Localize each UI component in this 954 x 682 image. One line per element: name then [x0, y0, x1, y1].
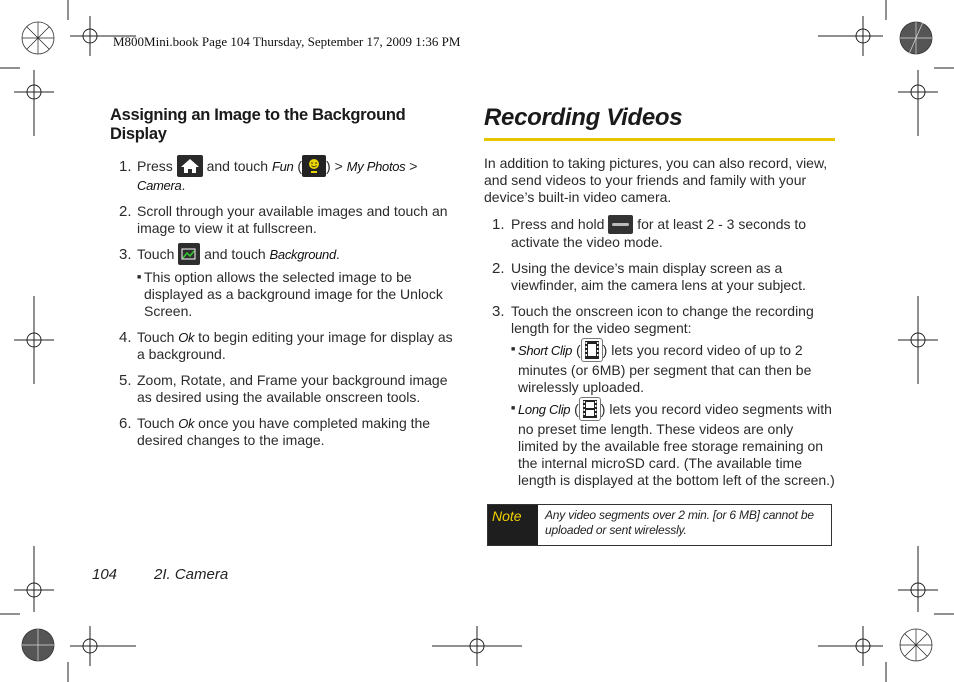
right-column: [484, 104, 836, 493]
step-2: [484, 260, 836, 294]
step-text: once you have completed making the desired changes to the image.: [137, 415, 431, 448]
step-text: Press: [137, 158, 173, 175]
intro-paragraph: In addition to taking pictures, you can also record, view, and send videos to your friends and family with your device’s built-in video camera.: [484, 155, 828, 205]
camera-key-icon: [608, 215, 633, 234]
paren-close: ): [602, 342, 608, 358]
note-label: Note: [488, 505, 538, 545]
background-image-icon: [178, 243, 200, 265]
step-4: [110, 329, 460, 363]
step-2: [110, 203, 460, 237]
step-number: 3.: [119, 246, 132, 263]
bullet-text: This option allows the selected image to be displayed as a background image for the Unlock Screen.: [144, 269, 443, 319]
step-text: Press and hold: [511, 216, 605, 232]
bullet-icon: ■: [511, 345, 516, 353]
step-text: to begin editing your image for display as a background.: [137, 329, 453, 362]
paren-open: (: [574, 401, 579, 417]
note-text: Any video segments over 2 min. [or 6 MB] cannot be uploaded or sent wirelessly.: [545, 508, 814, 537]
ok-label: Ok: [178, 416, 195, 431]
print-header: M800Mini.book Page 104 Thursday, September 17, 2009 1:36 PM: [113, 34, 461, 49]
step-text: Touch: [137, 415, 175, 431]
paren-open: (: [297, 158, 303, 175]
short-clip-icon: [581, 338, 603, 362]
long-clip-label: Long Clip: [518, 402, 571, 417]
step-5: [110, 372, 460, 406]
period: .: [335, 246, 340, 263]
step-3: [110, 246, 460, 320]
list-item: [511, 400, 836, 489]
step-number: 2.: [492, 259, 505, 277]
section-heading: Assigning an Image to the Background Display: [110, 106, 406, 143]
background-label: Background: [269, 247, 336, 263]
bullet-text: lets you record video of up to 2 minutes (or 6MB) per segment that can then be wirelessly uploaded.: [518, 342, 812, 395]
period: .: [181, 177, 186, 193]
title-rule: [484, 138, 835, 141]
left-column: [110, 106, 460, 458]
step-text: Touch: [137, 246, 175, 263]
path-separator: >: [409, 158, 418, 175]
step-number: 2.: [119, 203, 132, 220]
step-1: [110, 158, 460, 194]
step-number: 1.: [492, 216, 505, 233]
short-clip-label: Short Clip: [518, 343, 573, 358]
my-photos-label: My Photos: [346, 159, 406, 175]
home-icon: [177, 155, 203, 177]
step-number: 5.: [119, 372, 132, 389]
list-item: [137, 269, 460, 320]
step-text: Using the device’s main display screen as a viewfinder, aim the camera lens at your subject.: [511, 259, 806, 293]
step-text: Touch: [137, 329, 175, 345]
paren-close: ) >: [326, 158, 343, 175]
note-box: [487, 504, 832, 546]
step-number: 6.: [119, 415, 132, 432]
paren-open: (: [575, 342, 581, 358]
camera-label: Camera: [137, 178, 182, 193]
step-number: 1.: [119, 158, 132, 175]
step-text: for at least 2 - 3 seconds to activate the video mode.: [511, 216, 807, 250]
fun-smiley-icon: [302, 155, 326, 177]
step-6: [110, 415, 460, 449]
step-text: Zoom, Rotate, and Frame your background image as desired using the available onscreen tools.: [137, 372, 448, 405]
step-text: and touch: [206, 158, 269, 175]
step-number: 3.: [492, 302, 505, 320]
bullet-icon: ■: [511, 404, 516, 412]
bullet-text: lets you record video segments with no preset time length. These videos are only limited by the available free storage remaining on the internal microSD card. (The available time length is displayed at the bottom left of the screen.): [518, 401, 835, 488]
list-item: [511, 341, 836, 396]
page-title: Recording Videos: [484, 104, 683, 131]
step-3: [484, 303, 836, 489]
ok-label: Ok: [178, 330, 195, 345]
page-number: 104: [92, 566, 118, 583]
fun-label: Fun: [271, 159, 294, 175]
long-clip-icon: [579, 397, 601, 421]
step-number: 4.: [119, 329, 132, 346]
step-text: Touch the onscreen icon to change the recording length for the video segment:: [511, 302, 814, 336]
step-text: and touch: [204, 246, 266, 263]
section-name: 2I. Camera: [154, 566, 229, 583]
paren-close: ): [600, 401, 606, 417]
step-text: Scroll through your available images and touch an image to view it at fullscreen.: [137, 203, 448, 236]
step-1: [484, 216, 836, 251]
bullet-icon: ■: [137, 274, 142, 281]
